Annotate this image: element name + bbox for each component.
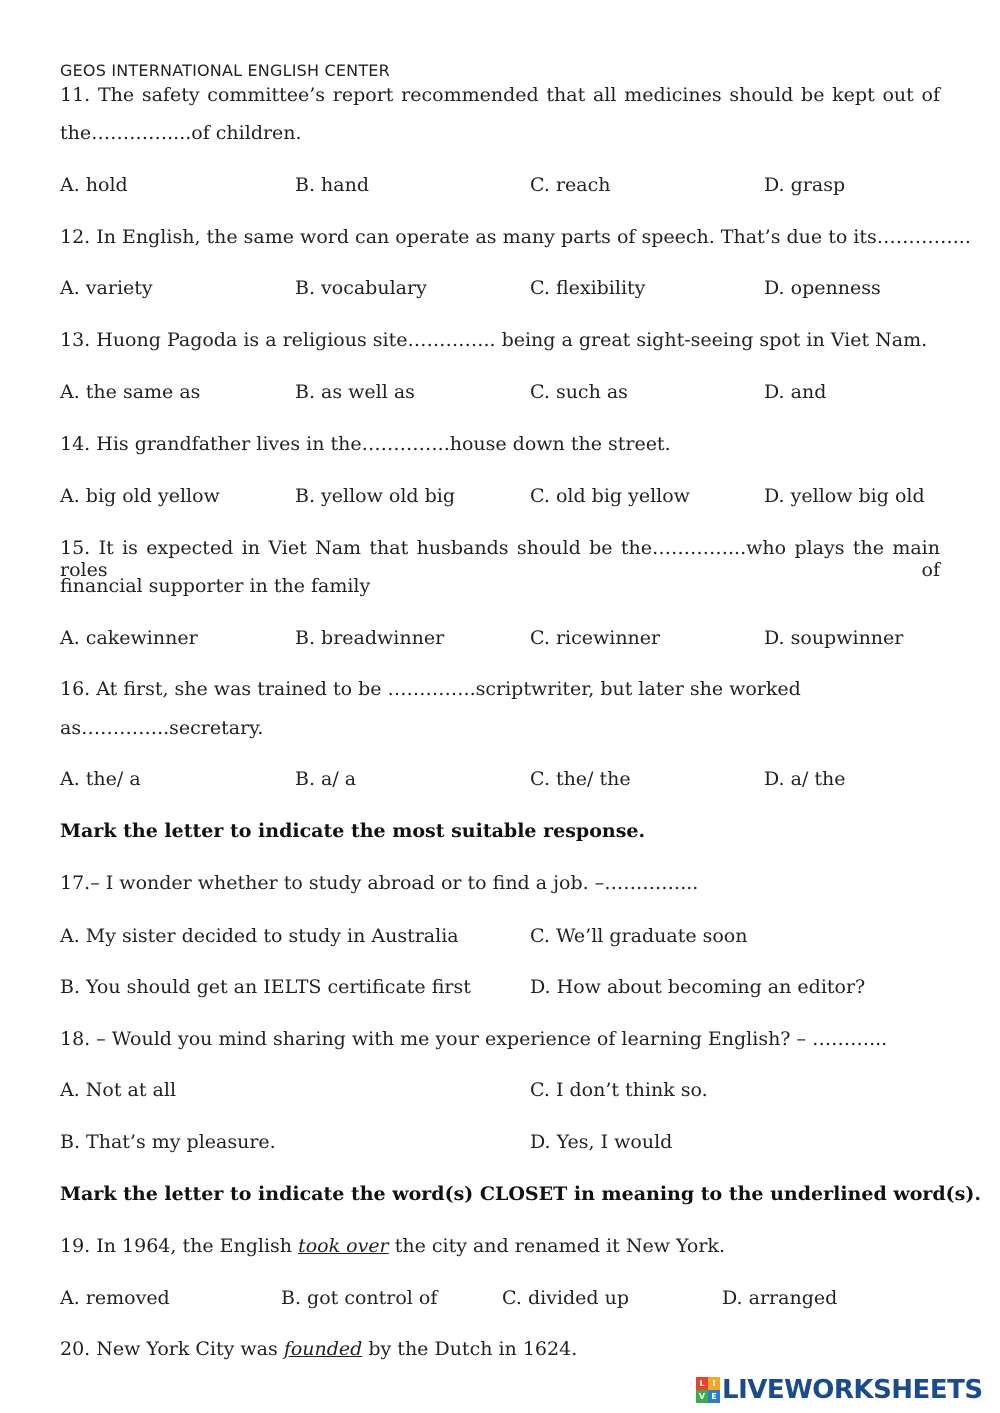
logo-square-1: L (696, 1377, 708, 1390)
question-16-line-2: as…………..secretary. (60, 717, 264, 739)
q19-stem-pre: 19. In 1964, the English (60, 1235, 299, 1257)
question-16-line-1: 16. At first, she was trained to be …………..scriptwriter, but later she worked (60, 678, 801, 700)
q19-option-c[interactable]: C. divided up (502, 1287, 629, 1309)
q19-option-a[interactable]: A. removed (60, 1287, 170, 1309)
q20-stem-post: by the Dutch in 1624. (362, 1338, 578, 1360)
logo-square-4: E (708, 1390, 720, 1403)
liveworksheets-logo-icon (696, 1377, 720, 1403)
question-15-line-2: financial supporter in the family (60, 575, 371, 597)
q11-option-b[interactable]: B. hand (295, 174, 370, 196)
question-18-stem: 18. – Would you mind sharing with me your experience of learning English? – ………... (60, 1028, 888, 1050)
q13-option-a[interactable]: A. the same as (60, 381, 201, 403)
q19-option-b[interactable]: B. got control of (281, 1287, 438, 1309)
question-11-line-2: the…………....of children. (60, 122, 302, 144)
q11-option-d[interactable]: D. grasp (764, 174, 846, 196)
q19-stem-post: the city and renamed it New York. (388, 1235, 725, 1257)
q15-option-b[interactable]: B. breadwinner (295, 627, 445, 649)
q13-option-b[interactable]: B. as well as (295, 381, 415, 403)
q12-option-d[interactable]: D. openness (764, 277, 881, 299)
logo-square-3: V (696, 1390, 708, 1403)
liveworksheets-logo-text: LIVEWORKSHEETS (722, 1375, 983, 1405)
q16-option-c[interactable]: C. the/ the (530, 768, 631, 790)
question-20-stem (60, 1338, 577, 1360)
q15-option-c[interactable]: C. ricewinner (530, 627, 661, 649)
q19-option-d[interactable]: D. arranged (722, 1287, 838, 1309)
liveworksheets-logo[interactable] (696, 1375, 983, 1405)
q17-option-b[interactable]: B. You should get an IELTS certificate first (60, 976, 471, 998)
question-17-stem: 17.– I wonder whether to study abroad or to find a job. –…………... (60, 872, 699, 894)
question-12-stem: 12. In English, the same word can operate as many parts of speech. That’s due to its…………... (60, 226, 971, 248)
q17-option-d[interactable]: D. How about becoming an editor? (530, 976, 866, 998)
q19-underlined-word: took over (298, 1235, 389, 1257)
q14-option-c[interactable]: C. old big yellow (530, 485, 690, 507)
question-15-line-1: 15. It is expected in Viet Nam that husbands should be the…………...who plays the main roles of (60, 537, 940, 581)
section-instruction-response: Mark the letter to indicate the most suitable response. (60, 820, 646, 842)
q11-option-a[interactable]: A. hold (60, 174, 128, 196)
q14-option-d[interactable]: D. yellow big old (764, 485, 925, 507)
q12-option-a[interactable]: A. variety (60, 277, 153, 299)
question-19-stem (60, 1235, 725, 1257)
q12-option-c[interactable]: C. flexibility (530, 277, 646, 299)
q17-option-c[interactable]: C. We’ll graduate soon (530, 925, 748, 947)
q13-option-d[interactable]: D. and (764, 381, 827, 403)
q18-option-d[interactable]: D. Yes, I would (530, 1131, 673, 1153)
q11-option-c[interactable]: C. reach (530, 174, 611, 196)
q20-stem-pre: 20. New York City was (60, 1338, 284, 1360)
question-11-line-1: 11. The safety committee’s report recommended that all medicines should be kept out of (60, 84, 940, 106)
q18-option-b[interactable]: B. That’s my pleasure. (60, 1131, 276, 1153)
question-13-stem: 13. Huong Pagoda is a religious site………….. being a great sight-seeing spot in Viet Nam. (60, 329, 928, 351)
q20-underlined-word: founded (283, 1338, 363, 1360)
q14-option-a[interactable]: A. big old yellow (60, 485, 220, 507)
q16-option-a[interactable]: A. the/ a (60, 768, 141, 790)
q17-option-a[interactable]: A. My sister decided to study in Australia (60, 925, 459, 947)
q13-option-c[interactable]: C. such as (530, 381, 628, 403)
q14-option-b[interactable]: B. yellow old big (295, 485, 456, 507)
q18-option-a[interactable]: A. Not at all (60, 1079, 177, 1101)
school-header: GEOS INTERNATIONAL ENGLISH CENTER (60, 61, 390, 80)
section-instruction-closest-meaning: Mark the letter to indicate the word(s) CLOSET in meaning to the underlined word(s). (60, 1183, 981, 1205)
q16-option-d[interactable]: D. a/ the (764, 768, 846, 790)
question-14-stem: 14. His grandfather lives in the…………..house down the street. (60, 433, 671, 455)
q18-option-c[interactable]: C. I don’t think so. (530, 1079, 708, 1101)
q15-option-a[interactable]: A. cakewinner (60, 627, 198, 649)
q12-option-b[interactable]: B. vocabulary (295, 277, 427, 299)
logo-square-2: I (708, 1377, 720, 1390)
q15-option-d[interactable]: D. soupwinner (764, 627, 904, 649)
q16-option-b[interactable]: B. a/ a (295, 768, 357, 790)
